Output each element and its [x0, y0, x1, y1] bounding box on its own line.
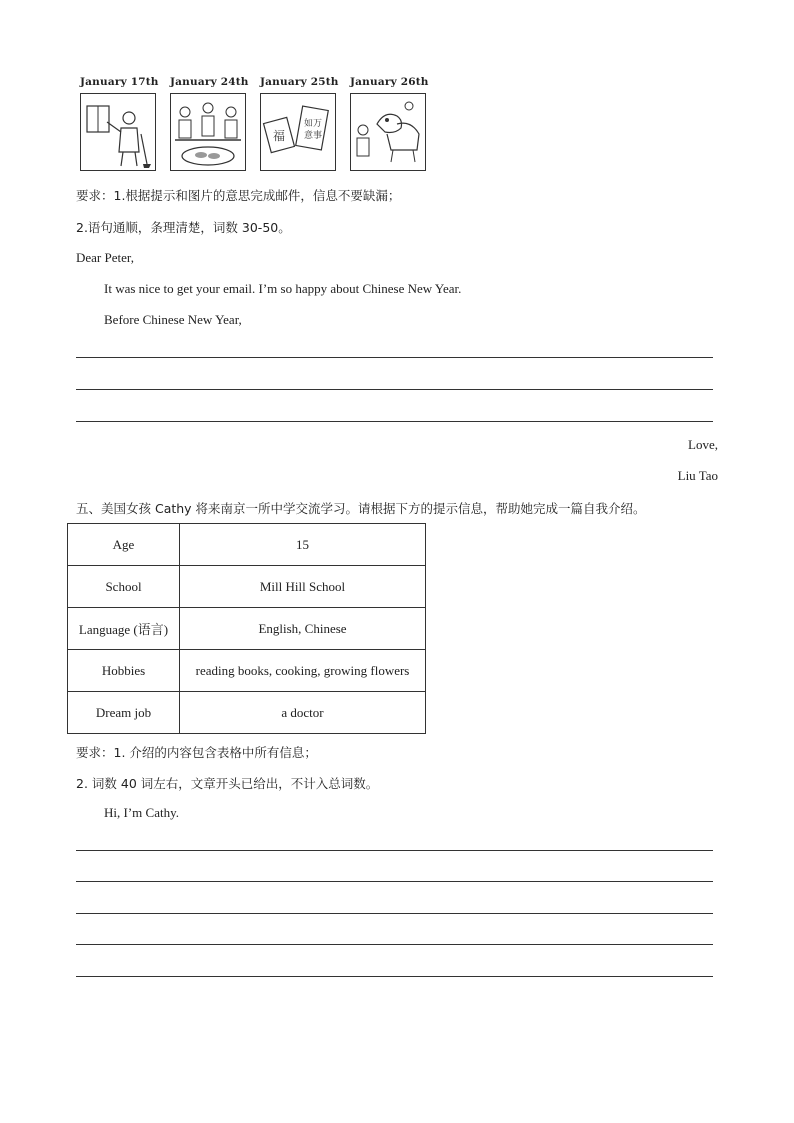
couplet-line-1: 如万 [304, 119, 323, 129]
email-greeting: Dear Peter, [76, 250, 134, 265]
family-dinner-icon [170, 93, 246, 171]
task4-requirement-1: 要求：1.根据提示和图片的意思完成邮件，信息不要缺漏； [76, 188, 401, 203]
task5-requirement-1: 要求：1. 介绍的内容包含表格中所有信息； [76, 745, 317, 760]
answer-line[interactable] [76, 913, 713, 914]
table-value: Mill Hill School [180, 566, 426, 608]
table-value: English, Chinese [180, 608, 426, 650]
table-value: reading books, cooking, growing flowers [180, 650, 426, 692]
answer-line[interactable] [76, 881, 713, 882]
answer-line[interactable] [76, 976, 713, 977]
table-key: Language (语言) [68, 608, 180, 650]
couplet-line-2: 意事 [304, 131, 323, 141]
task5-requirement-2: 2. 词数 40 词左右，文章开头已给出，不计入总词数。 [76, 776, 379, 791]
table-row [68, 524, 426, 566]
answer-line[interactable] [76, 421, 713, 422]
answer-line[interactable] [76, 357, 713, 358]
task5-prompt: 五、美国女孩 Cathy 将来南京一所中学交流学习。请根据下方的提示信息，帮助她完成一篇自我介绍。 [76, 501, 646, 516]
table-row [68, 650, 426, 692]
email-paragraph-2: Before Chinese New Year, [104, 312, 242, 327]
picture-jan17 [80, 76, 159, 171]
fu-character: 福 [273, 129, 286, 143]
fu-couplets-icon [260, 93, 336, 171]
email-paragraph-1: It was nice to get your email. I’m so happy about Chinese New Year. [104, 281, 462, 296]
answer-line[interactable] [76, 850, 713, 851]
table-key: Hobbies [68, 650, 180, 692]
table-value: a doctor [180, 692, 426, 734]
picture-date: January 26th [350, 76, 429, 88]
picture-date: January 24th [170, 76, 249, 88]
table-row [68, 692, 426, 734]
table-value: 15 [180, 524, 426, 566]
table-key: Dream job [68, 692, 180, 734]
table-key: Age [68, 524, 180, 566]
answer-line[interactable] [76, 389, 713, 390]
cleaning-house-icon [80, 93, 156, 171]
info-table [67, 523, 426, 734]
picture-strip [80, 76, 429, 171]
email-closing: Love, [688, 437, 718, 452]
task4-requirement-2: 2.语句通顺，条理清楚，词数 30-50。 [76, 220, 291, 235]
picture-date: January 25th [260, 76, 339, 88]
picture-jan25 [260, 76, 339, 171]
picture-jan26 [350, 76, 429, 171]
email-signature: Liu Tao [677, 468, 718, 483]
picture-date: January 17th [80, 76, 159, 88]
table-row [68, 608, 426, 650]
intro-opening: Hi, I’m Cathy. [104, 805, 179, 820]
table-key: School [68, 566, 180, 608]
picture-jan24 [170, 76, 249, 171]
lion-dance-icon [350, 93, 426, 171]
table-row [68, 566, 426, 608]
answer-line[interactable] [76, 944, 713, 945]
